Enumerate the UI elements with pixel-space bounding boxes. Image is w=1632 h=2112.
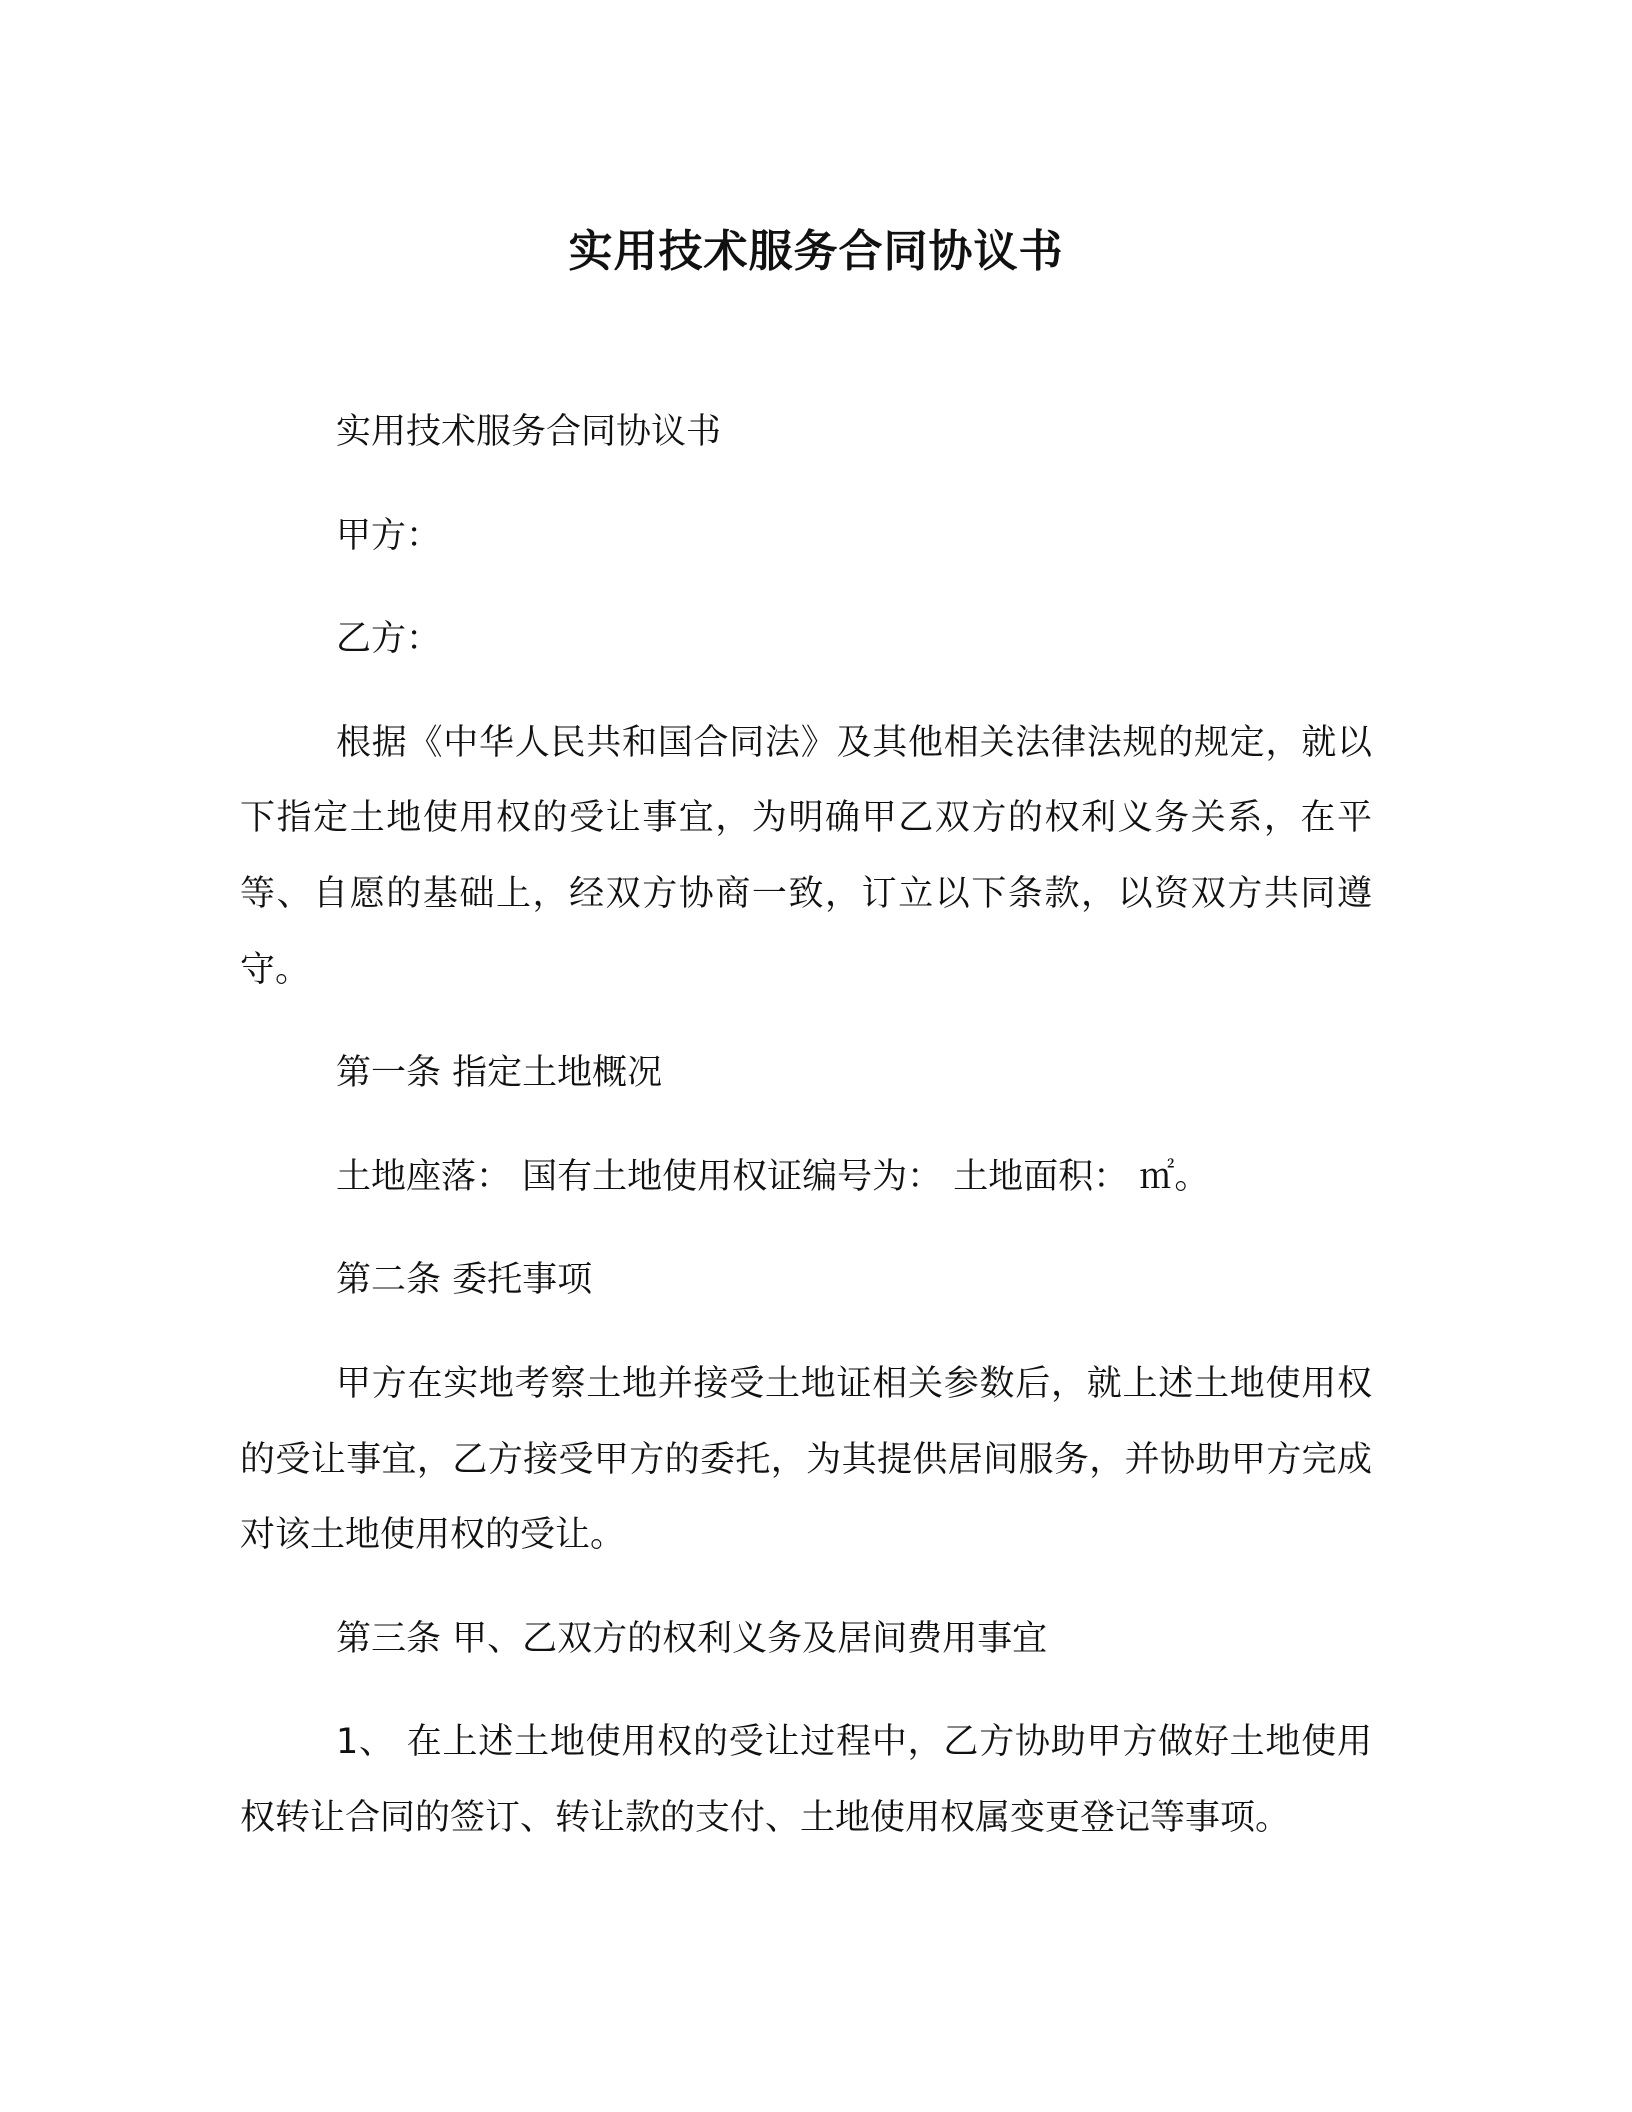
- preamble-paragraph: 根据《中华人民共和国合同法》及其他相关法律法规的规定，就以下指定土地使用权的受让事宜，为明确甲乙双方的权利义务关系，在平等、自愿的基础上，经双方协商一致，订立以下条款，以资双方共同遵守。: [240, 722, 1372, 990]
- subtitle-paragraph: 实用技术服务合同协议书: [336, 412, 722, 452]
- article-3-heading: 第三条 甲、乙双方的权利义务及居间费用事宜: [336, 1618, 1048, 1659]
- article-1-heading: 第一条 指定土地概况: [336, 1053, 663, 1094]
- document-title: 实用技术服务合同协议书: [568, 226, 1064, 277]
- article-2-heading: 第二条 委托事项: [336, 1260, 593, 1301]
- article-3-item-1: 1、 在上述土地使用权的受让过程中，乙方协助甲方做好土地使用权转让合同的签订、转让款的支付、土地使用权属变更登记等事项。: [240, 1722, 1372, 1838]
- article-2-paragraph: 甲方在实地考察土地并接受土地证相关参数后，就上述土地使用权的受让事宜，乙方接受甲方的委托，为其提供居间服务，并协助甲方完成对该土地使用权的受让。: [240, 1363, 1372, 1556]
- party-b-line: 乙方：: [336, 619, 442, 660]
- document-body: [240, 395, 1372, 1857]
- land-details-line: 土地座落： 国有土地使用权证编号为： 土地面积： ㎡。: [336, 1156, 1210, 1197]
- party-a-line: 甲方：: [336, 515, 442, 556]
